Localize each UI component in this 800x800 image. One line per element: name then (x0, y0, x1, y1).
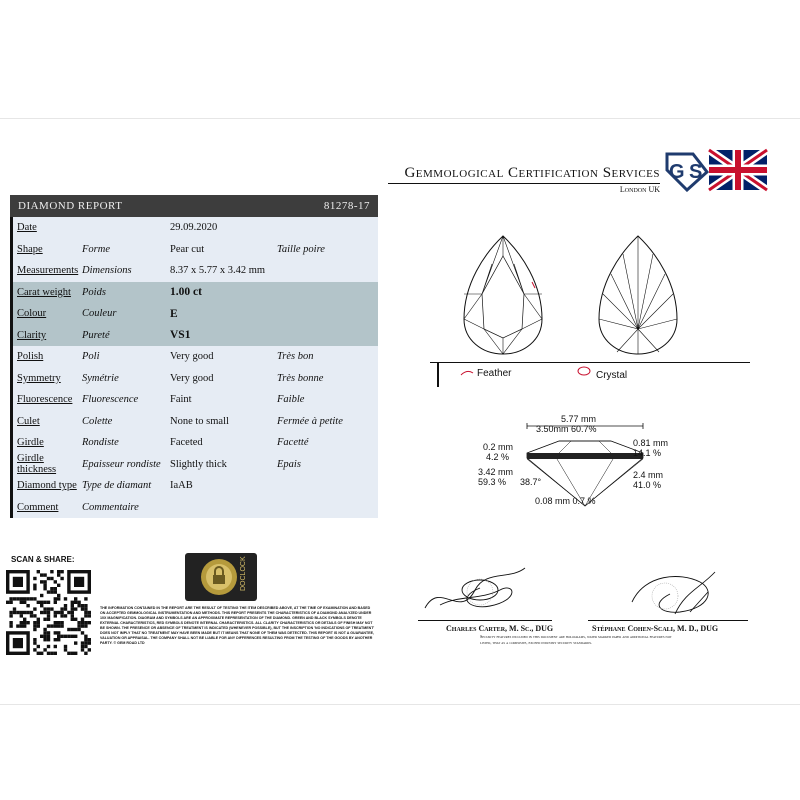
row-label-fr: Couleur (82, 308, 117, 320)
row-value-fr: Taille poire (277, 243, 325, 255)
pavilion-pct: 41.0 % (633, 480, 662, 490)
disclaimer-text: THE INFORMATION CONTAINED IN THE REPORT ARE THE RESULT OF TESTING THE ITEM DESCRIBED ABOVE, AT THE TIME OF EXAMINATION AND BASED ON ACCEPTED GEMMOLOGICAL INSTRUMENTATION AND METHODS. THIS REPORT PRESENTS THE CHARACTERISTICS OF A DIAMOND ANALYZED UNDER 10X MAGNIFICATION. DIAGRAM AND SYMBOLS ARE AN APPROXIMATE REPRESENTATION OF THE DIAMOND. GREEN AND BLACK SYMBOLS DENOTE EXTERNAL CHARACTERISTICS, RED SYMBOLS DENOTE INTERNAL CHARACTERISTICS. ALL CLARITY CHARACTERISTICS OR DETAILS OF FINISH MAY NOT BE SHOWN. THE PRESENCE OR ABSENCE OF TREATMENT IS INDICATED (WHENEVER POSSIBLE), BUT THE INSCRIPTION 'NO INDICATIONS OF TREATMENT' DOES NOT IMPLY THAT NO TREATMENT MAY HAVE BEEN MADE BUT IT MEANS THAT NONE OF THEM WAS DETECTED. THIS REPORT IS NOT A GUARANTEE, VALUATION OR APPRAISAL. THE COMPANY SHALL NOT BE LIABLE FOR ANY DIFFERENCES RESULTING FROM THE TESTING OF THE GOODS BY ANOTHER PARTY. © GEM ROAD LTD (100, 606, 375, 645)
crown-mm: 0.81 mm (633, 438, 669, 448)
legend-divider (437, 363, 439, 387)
row-value: Very good (170, 372, 214, 384)
signature-right-name: Stéphane Cohen-Scali, M. D., DUG (592, 624, 719, 633)
row-value: Very good (170, 351, 214, 363)
row-value-fr: Très bonne (277, 372, 324, 384)
signature-left-icon (420, 560, 530, 620)
report-row (10, 303, 378, 325)
scan-share-label: SCAN & SHARE: (11, 555, 75, 564)
security-note: Security features included in this document are holograms, water marked paper and additional features not listed, that as a composite, exceed industry security standards. (480, 634, 672, 645)
doclock-seal (185, 553, 257, 601)
table-label: 3.50mm 60.7% (536, 424, 597, 434)
row-value: VS1 (170, 329, 191, 342)
row-value-fr: Facetté (277, 437, 309, 449)
width-label: 5.77 mm (561, 414, 597, 424)
row-label: Diamond type (17, 480, 77, 492)
row-value: Faceted (170, 437, 203, 449)
girdle-pct: 4.2 % (486, 452, 510, 462)
brand-title: Gemmological Certification Services (404, 165, 660, 181)
row-label: Clarity (17, 329, 47, 341)
row-label: Colour (17, 308, 47, 320)
pavilion-angle: 38.7° (520, 477, 542, 487)
row-label-fr: Fluorescence (82, 394, 139, 406)
pavilion-mm: 2.4 mm (633, 470, 664, 480)
row-label: Culet (17, 415, 40, 427)
report-row (10, 411, 378, 433)
report-row (10, 346, 378, 368)
report-row (10, 282, 378, 304)
row-label-fr: Forme (82, 243, 110, 255)
row-label-fr: Commentaire (82, 501, 139, 513)
row-label-fr: Poids (82, 286, 106, 298)
row-value-fr: Très bon (277, 351, 314, 363)
crown-pct: 14.1 % (633, 448, 662, 458)
row-label-fr: Poli (82, 351, 100, 363)
feather-symbol-icon (460, 369, 474, 377)
row-value: E (170, 307, 178, 320)
row-label: Carat weight (17, 286, 71, 298)
row-value: Faint (170, 394, 192, 406)
report-row (10, 325, 378, 347)
report-number: 81278-17 (323, 200, 370, 212)
report-row (10, 260, 378, 282)
crown-view-diagram (462, 234, 544, 356)
row-value-fr: Epais (277, 458, 301, 470)
row-value: 29.09.2020 (170, 222, 218, 234)
row-value: 8.37 x 5.77 x 3.42 mm (170, 265, 266, 277)
brand-subtitle: London UK (619, 185, 660, 194)
signature-left-line (418, 620, 552, 621)
signature-right-line (588, 620, 748, 621)
row-label: Date (17, 222, 37, 234)
row-label: Fluorescence (17, 394, 73, 406)
row-label: Girdle thickness (17, 453, 57, 476)
row-label: Comment (17, 501, 59, 513)
svg-text:G: G (669, 161, 685, 183)
report-row (10, 475, 378, 497)
gcs-logo-icon (663, 148, 769, 192)
row-label-fr: Pureté (82, 329, 110, 341)
row-value: None to small (170, 415, 229, 427)
row-label: Symmetry (17, 372, 61, 384)
row-value-fr: Fermée à petite (277, 415, 343, 427)
row-value: IaAB (170, 480, 193, 492)
row-value: Slightly thick (170, 458, 227, 470)
report-row (10, 432, 378, 454)
report-heading: DIAMOND REPORT (18, 200, 123, 212)
proportion-diagram (453, 410, 683, 510)
row-label: Measurements (17, 265, 79, 277)
inclusion-legend (430, 362, 750, 391)
row-value: 1.00 ct (170, 286, 202, 299)
signature-right-icon (620, 562, 730, 622)
row-label-fr: Type de diamant (82, 480, 152, 492)
qr-code-icon (6, 570, 91, 655)
report-row (10, 454, 378, 476)
depth-pct: 59.3 % (478, 477, 507, 487)
report-header (10, 195, 378, 217)
row-label: Shape (17, 243, 43, 255)
depth-mm: 3.42 mm (478, 467, 514, 477)
legend-crystal: Crystal (596, 370, 628, 381)
report-row (10, 368, 378, 390)
brand-header (388, 165, 660, 194)
row-label-fr: Epaisseur rondiste (82, 458, 161, 470)
row-label: Girdle (17, 437, 44, 449)
row-label-fr: Symétrie (82, 372, 119, 384)
report-row (10, 217, 378, 239)
culet-label: 0.08 mm 0.7 % (535, 496, 596, 506)
diamond-report-table (10, 195, 378, 532)
row-label: Polish (17, 351, 44, 363)
row-value: Pear cut (170, 243, 205, 255)
row-label-fr: Rondiste (82, 437, 119, 449)
report-row (10, 239, 378, 261)
svg-text:S: S (689, 161, 703, 183)
girdle-mm: 0.2 mm (483, 442, 514, 452)
row-label-fr: Dimensions (82, 265, 132, 277)
legend-feather: Feather (477, 368, 512, 379)
brand-rule (388, 183, 660, 184)
uk-flag-icon (709, 150, 767, 190)
crystal-symbol-icon (576, 365, 592, 377)
doclock-icon (185, 553, 257, 601)
doclock-text: DOCLOCK (240, 556, 247, 591)
report-row (10, 497, 378, 519)
report-rows (10, 217, 378, 518)
row-label-fr: Colette (82, 415, 113, 427)
report-row (10, 389, 378, 411)
row-value-fr: Faible (277, 394, 305, 406)
pavilion-view-diagram (597, 234, 679, 356)
signature-left-name: Charles Carter, M. Sc., DUG (446, 624, 554, 633)
